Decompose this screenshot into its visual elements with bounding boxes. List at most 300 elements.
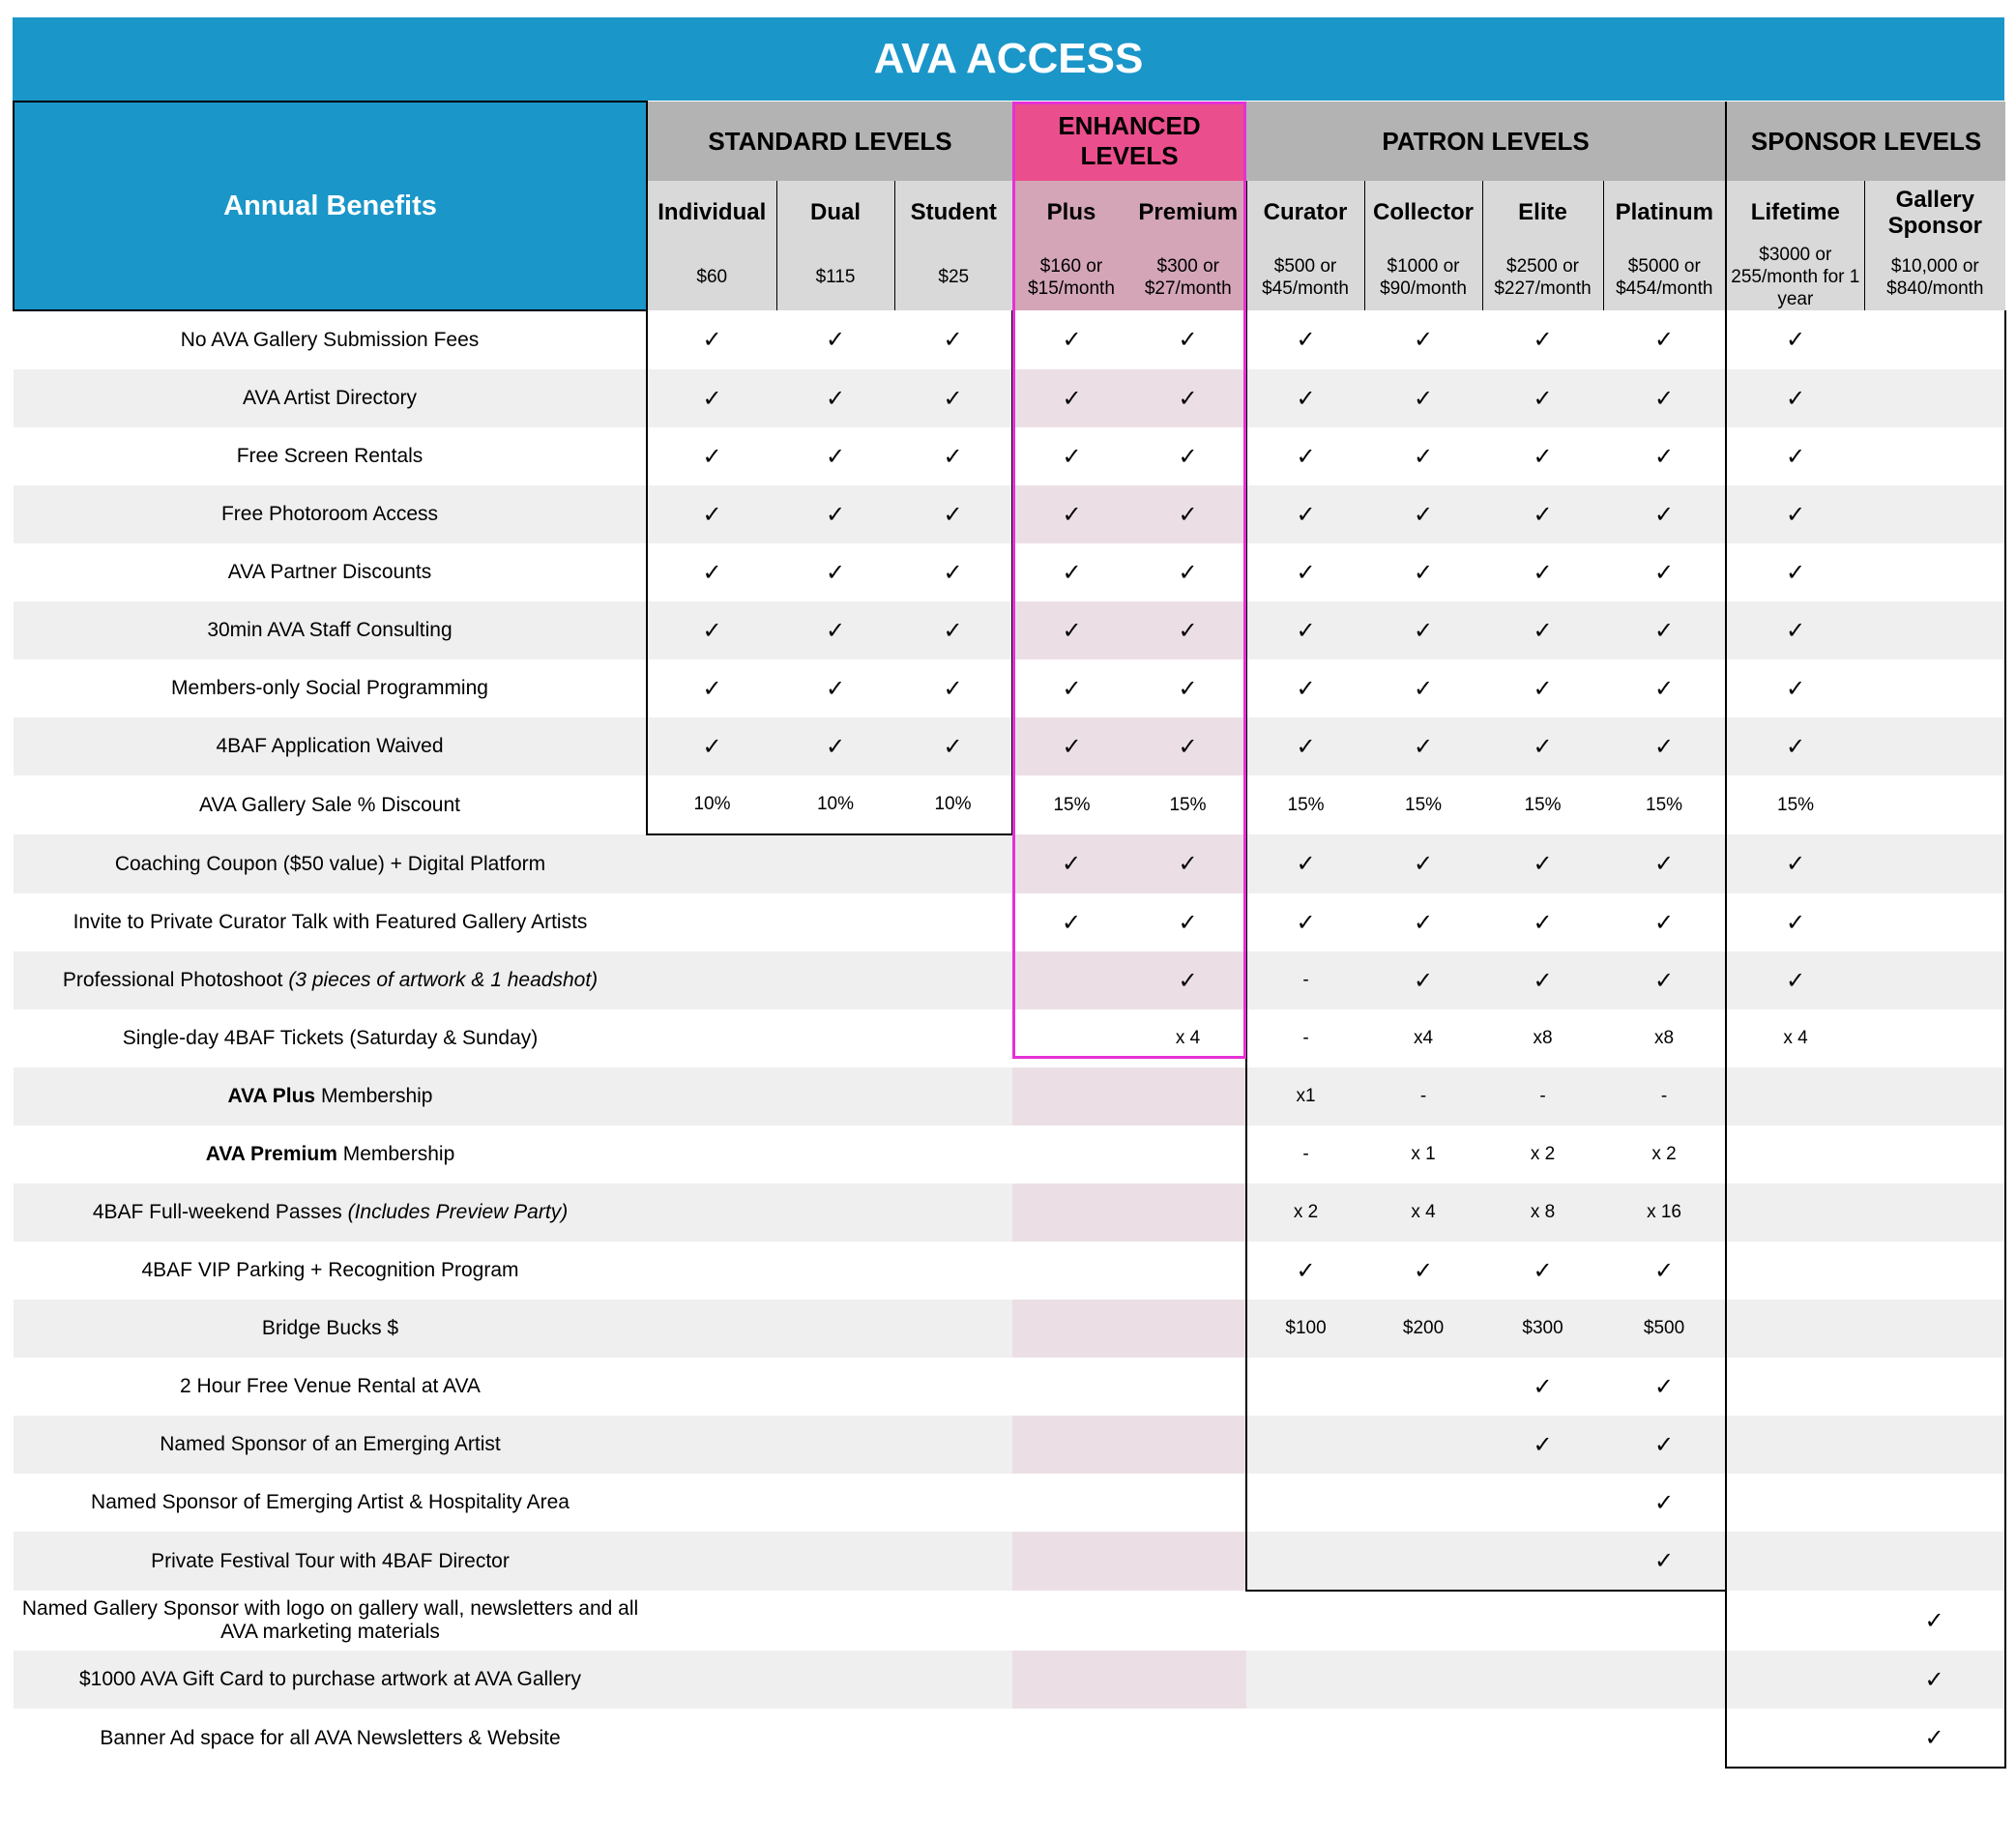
benefit-value: x 2 (1530, 1144, 1556, 1164)
annual-benefits-header: Annual Benefits (14, 102, 647, 310)
benefit-label-text: 4BAF Application Waived (216, 735, 444, 757)
benefit-value (1364, 1651, 1482, 1709)
benefit-value (647, 1358, 776, 1416)
benefit-value (776, 1184, 894, 1242)
check-icon: ✓ (894, 427, 1012, 485)
check-icon: ✓ (1364, 717, 1482, 775)
membership-sheet (13, 17, 2004, 1769)
benefit-value (1012, 1416, 1130, 1474)
benefit-value (1364, 1416, 1482, 1474)
benefit-value (776, 1416, 894, 1474)
benefit-value: 10% (776, 775, 894, 834)
benefit-value (1012, 1358, 1130, 1416)
benefit-value (1864, 1532, 2005, 1591)
benefit-value (776, 1709, 894, 1768)
check-icon: ✓ (825, 559, 846, 586)
benefit-label-bold: AVA Plus (227, 1085, 316, 1107)
benefit-value: x 4 (1726, 1009, 1864, 1067)
sponsor-levels-header: SPONSOR LEVELS (1726, 102, 2005, 181)
benefit-value (647, 1474, 776, 1532)
benefit-row (14, 1184, 2005, 1242)
check-icon: ✓ (1178, 559, 1198, 586)
benefit-label-text: No AVA Gallery Submission Fees (180, 329, 480, 351)
check-icon: ✓ (647, 369, 776, 427)
benefit-value (1130, 1242, 1246, 1300)
check-icon: ✓ (894, 485, 1012, 543)
benefit-value (894, 1067, 1012, 1126)
benefit-label-text: Private Festival Tour with 4BAF Director (151, 1549, 510, 1572)
level-name: Curator (1246, 181, 1364, 244)
check-icon: ✓ (1178, 443, 1198, 470)
benefit-value (647, 951, 776, 1009)
check-icon: ✓ (1246, 659, 1364, 717)
benefit-value (1482, 1709, 1603, 1768)
benefit-value: 10% (647, 775, 776, 834)
check-icon: ✓ (1726, 427, 1864, 485)
benefit-label-text: Free Photoroom Access (220, 503, 439, 525)
level-price: $2500 or $227/month (1482, 244, 1603, 310)
benefit-row (14, 1532, 2005, 1591)
check-icon: ✓ (647, 659, 776, 717)
benefit-label-text: $1000 AVA Gift Card to purchase artwork at AVA Gallery (78, 1668, 582, 1690)
benefit-value (1246, 1591, 1364, 1651)
benefit-row (14, 1474, 2005, 1532)
check-icon: ✓ (1726, 717, 1864, 775)
benefit-value (1864, 1126, 2005, 1184)
benefit-value (1864, 717, 2005, 775)
check-icon: ✓ (1726, 369, 1864, 427)
benefit-value (647, 1126, 776, 1184)
check-icon: ✓ (1726, 543, 1864, 601)
benefit-value (776, 1532, 894, 1591)
benefit-label (14, 1416, 647, 1474)
benefit-value (1364, 1474, 1482, 1532)
benefit-label (14, 775, 647, 834)
benefit-value (776, 1067, 894, 1126)
benefit-value (1012, 951, 1130, 1009)
benefit-label (14, 1009, 647, 1067)
benefit-row (14, 485, 2005, 543)
benefit-label (14, 1300, 647, 1358)
benefit-value: 15% (1169, 794, 1207, 815)
benefit-value (894, 1709, 1012, 1768)
benefit-value: $300 (1482, 1300, 1603, 1358)
benefit-value (647, 1591, 776, 1651)
benefit-value (647, 1709, 776, 1768)
benefit-label-text: Professional Photoshoot (62, 969, 289, 991)
check-icon: ✓ (1012, 717, 1130, 775)
benefit-row (14, 775, 2005, 834)
benefit-value (1364, 1709, 1482, 1768)
check-icon: ✓ (1130, 601, 1246, 659)
check-icon: ✓ (647, 543, 776, 601)
benefit-value: 15% (1726, 775, 1864, 834)
benefit-value: $100 (1246, 1300, 1364, 1358)
level-name: Plus (1012, 181, 1130, 244)
check-icon: ✓ (1246, 310, 1364, 369)
page-title: AVA ACCESS (13, 17, 2004, 101)
level-name: Student (894, 181, 1012, 244)
benefit-label (14, 369, 647, 427)
check-icon: ✓ (1864, 1591, 2005, 1651)
benefit-value (1012, 1532, 1130, 1591)
check-icon: ✓ (825, 675, 846, 702)
benefit-label (14, 1651, 647, 1709)
benefit-label (14, 485, 647, 543)
benefit-value: x 8 (1482, 1184, 1603, 1242)
check-icon: ✓ (1413, 1257, 1434, 1284)
benefit-value: x8 (1533, 1028, 1553, 1048)
benefit-value (1726, 1591, 1864, 1651)
benefit-value (776, 1126, 894, 1184)
check-icon: ✓ (1364, 601, 1482, 659)
benefit-label (14, 310, 647, 369)
benefit-value (776, 1009, 894, 1067)
benefit-value (1246, 1709, 1364, 1768)
benefit-value (1246, 1532, 1364, 1591)
benefit-label (14, 659, 647, 717)
benefit-row (14, 1651, 2005, 1709)
benefit-value (894, 1300, 1012, 1358)
benefit-label-text: AVA Partner Discounts (227, 561, 432, 583)
benefit-value (894, 1184, 1012, 1242)
check-icon: ✓ (1364, 834, 1482, 893)
check-icon: ✓ (1603, 893, 1726, 951)
benefit-row (14, 951, 2005, 1009)
check-icon: ✓ (1726, 310, 1864, 369)
check-icon: ✓ (1130, 485, 1246, 543)
benefit-value (1864, 834, 2005, 893)
benefit-value: x1 (1246, 1067, 1364, 1126)
benefit-value (1726, 1242, 1864, 1300)
level-name: Collector (1364, 181, 1482, 244)
check-icon: ✓ (894, 310, 1012, 369)
check-icon: ✓ (776, 601, 894, 659)
benefit-value: x 2 (1603, 1126, 1726, 1184)
benefit-value (894, 1009, 1012, 1067)
check-icon: ✓ (1482, 601, 1603, 659)
benefit-value (1726, 1126, 1864, 1184)
check-icon: ✓ (1413, 443, 1434, 470)
check-icon: ✓ (1246, 369, 1364, 427)
benefit-row (14, 601, 2005, 659)
check-icon: ✓ (776, 717, 894, 775)
benefit-label (14, 717, 647, 775)
benefit-value: - (1364, 1067, 1482, 1126)
level-price: $115 (776, 244, 894, 310)
level-name: Individual (647, 181, 776, 244)
level-price: $10,000 or $840/month (1864, 244, 2005, 310)
benefits-table (13, 101, 2006, 1769)
benefit-value (894, 834, 1012, 893)
benefit-label-note: (3 pieces of artwork & 1 headshot) (288, 969, 599, 991)
benefit-value (1364, 1532, 1482, 1591)
check-icon: ✓ (1012, 485, 1130, 543)
benefit-value (647, 1184, 776, 1242)
benefit-value (894, 893, 1012, 951)
benefit-value (1012, 1126, 1130, 1184)
check-icon: ✓ (1726, 659, 1864, 717)
check-icon: ✓ (1061, 909, 1082, 936)
check-icon: ✓ (1364, 485, 1482, 543)
check-icon: ✓ (1246, 485, 1364, 543)
benefit-value: - (1246, 1009, 1364, 1067)
level-price: $160 or $15/month (1012, 244, 1130, 310)
benefit-value (647, 1300, 776, 1358)
benefit-value (776, 1591, 894, 1651)
benefit-value: 15% (1053, 794, 1091, 815)
benefits-grid (13, 101, 2004, 1769)
benefit-value: 15% (1603, 775, 1726, 834)
benefit-label (14, 601, 647, 659)
benefit-value (1246, 1651, 1364, 1709)
benefit-label (14, 1184, 647, 1242)
benefit-value (1482, 1651, 1603, 1709)
benefit-value (1864, 775, 2005, 834)
benefit-row (14, 427, 2005, 485)
benefit-value (1012, 1474, 1130, 1532)
check-icon: ✓ (647, 427, 776, 485)
check-icon: ✓ (1130, 951, 1246, 1009)
benefit-value (1482, 1591, 1603, 1651)
benefit-label-text: AVA Artist Directory (242, 387, 418, 409)
benefit-value (1130, 1709, 1246, 1768)
benefit-value (1130, 1591, 1246, 1651)
benefit-value (1864, 1067, 2005, 1126)
benefit-value (647, 1532, 776, 1591)
benefit-value: x 16 (1603, 1184, 1726, 1242)
benefit-label (14, 834, 647, 893)
check-icon: ✓ (1726, 893, 1864, 951)
benefit-row (14, 1591, 2005, 1651)
benefit-label-text: AVA Gallery Sale % Discount (198, 793, 460, 816)
check-icon: ✓ (894, 543, 1012, 601)
benefit-value (1864, 543, 2005, 601)
check-icon: ✓ (1533, 909, 1553, 936)
benefit-label (14, 1067, 647, 1126)
benefit-value (776, 1474, 894, 1532)
check-icon: ✓ (1178, 909, 1198, 936)
check-icon: ✓ (1726, 834, 1864, 893)
benefit-value (1726, 1709, 1864, 1768)
benefit-value (647, 1242, 776, 1300)
benefit-value (1864, 1416, 2005, 1474)
benefit-value (1603, 1591, 1726, 1651)
check-icon: ✓ (1246, 717, 1364, 775)
check-icon: ✓ (1864, 1651, 2005, 1709)
benefit-value (894, 1242, 1012, 1300)
level-price: $3000 or 255/month for 1 year (1726, 244, 1864, 310)
benefit-value (894, 1591, 1012, 1651)
check-icon: ✓ (1482, 369, 1603, 427)
benefit-label-text: Named Gallery Sponsor with logo on gallery wall, newsletters and all AVA marketing materials (21, 1597, 639, 1643)
level-name: Elite (1482, 181, 1603, 244)
benefit-value (1012, 1242, 1130, 1300)
benefit-value: $200 (1364, 1300, 1482, 1358)
benefit-value (894, 1532, 1012, 1591)
check-icon: ✓ (1012, 601, 1130, 659)
benefit-value (1482, 1474, 1603, 1532)
benefit-label (14, 1709, 647, 1768)
benefit-value (1130, 1126, 1246, 1184)
benefit-value (1130, 1067, 1246, 1126)
benefit-label (14, 1126, 647, 1184)
check-icon: ✓ (1130, 717, 1246, 775)
benefit-row (14, 893, 2005, 951)
benefit-label-text: 4BAF Full-weekend Passes (92, 1201, 348, 1223)
benefit-label-text: Coaching Coupon ($50 value) + Digital Platform (114, 852, 546, 875)
benefit-label-text: Named Sponsor of Emerging Artist & Hospitality Area (91, 1491, 570, 1513)
benefit-value: 15% (1524, 794, 1562, 815)
benefit-value (1726, 1474, 1864, 1532)
benefit-value: - (1603, 1067, 1726, 1126)
check-icon: ✓ (1533, 1373, 1553, 1400)
benefit-row (14, 1067, 2005, 1126)
check-icon: ✓ (1246, 893, 1364, 951)
benefit-value (894, 1358, 1012, 1416)
benefit-value (1726, 1067, 1864, 1126)
benefit-label-text: Banner Ad space for all AVA Newsletters & Website (100, 1726, 561, 1749)
benefit-label-text: 2 Hour Free Venue Rental at AVA (180, 1375, 481, 1397)
benefit-value (1864, 1358, 2005, 1416)
check-icon: ✓ (1246, 427, 1364, 485)
benefit-label-text: Bridge Bucks $ (261, 1317, 399, 1339)
benefit-value (647, 1067, 776, 1126)
benefit-value (1864, 1184, 2005, 1242)
check-icon: ✓ (1603, 1416, 1726, 1474)
check-icon: ✓ (1726, 485, 1864, 543)
check-icon: ✓ (1482, 951, 1603, 1009)
benefit-value (1364, 1591, 1482, 1651)
check-icon: ✓ (1130, 834, 1246, 893)
check-icon: ✓ (1413, 675, 1434, 702)
benefit-value (1012, 1184, 1130, 1242)
benefit-value (647, 893, 776, 951)
benefit-value (1603, 1651, 1726, 1709)
check-icon: ✓ (1603, 1358, 1726, 1416)
level-price: $500 or $45/month (1246, 244, 1364, 310)
benefit-value (776, 1242, 894, 1300)
level-price: $60 (647, 244, 776, 310)
check-icon: ✓ (1012, 369, 1130, 427)
check-icon: ✓ (776, 485, 894, 543)
check-icon: ✓ (1178, 675, 1198, 702)
benefit-value: - (1246, 951, 1364, 1009)
benefit-value (1364, 1358, 1482, 1416)
check-icon: ✓ (1246, 543, 1364, 601)
benefit-row (14, 717, 2005, 775)
benefit-label (14, 1242, 647, 1300)
benefit-value (647, 1651, 776, 1709)
benefit-value: 15% (1405, 794, 1443, 815)
benefit-value (1012, 1300, 1130, 1358)
patron-levels-header: PATRON LEVELS (1246, 102, 1726, 181)
level-name: Premium (1130, 181, 1246, 244)
check-icon: ✓ (1413, 327, 1434, 353)
benefit-label-text: Named Sponsor of an Emerging Artist (160, 1433, 501, 1455)
level-price: $1000 or $90/month (1364, 244, 1482, 310)
benefit-row (14, 834, 2005, 893)
benefit-value (1726, 1184, 1864, 1242)
check-icon: ✓ (894, 717, 1012, 775)
check-icon: ✓ (647, 601, 776, 659)
check-icon: ✓ (1482, 717, 1603, 775)
benefit-value (776, 1651, 894, 1709)
check-icon: ✓ (1482, 834, 1603, 893)
benefit-label (14, 951, 647, 1009)
benefit-value (1603, 1709, 1726, 1768)
benefit-value (1246, 1416, 1364, 1474)
benefit-row (14, 1358, 2005, 1416)
benefit-value (1864, 369, 2005, 427)
benefit-value (1864, 485, 2005, 543)
benefit-value: - (1482, 1067, 1603, 1126)
benefit-value (1864, 659, 2005, 717)
check-icon: ✓ (1413, 909, 1434, 936)
benefit-value (1130, 1416, 1246, 1474)
benefit-value (1864, 1242, 2005, 1300)
check-icon: ✓ (1603, 427, 1726, 485)
benefit-value (1726, 1300, 1864, 1358)
check-icon: ✓ (894, 601, 1012, 659)
check-icon: ✓ (1062, 675, 1082, 702)
benefit-value (776, 1358, 894, 1416)
benefit-label (14, 427, 647, 485)
benefit-value (1864, 1009, 2005, 1067)
check-icon: ✓ (1062, 443, 1082, 470)
benefit-value: x 1 (1411, 1144, 1436, 1164)
benefit-row (14, 1242, 2005, 1300)
check-icon: ✓ (1062, 559, 1082, 586)
benefit-label-text: Members-only Social Programming (171, 677, 488, 699)
benefit-value (1482, 1532, 1603, 1591)
check-icon: ✓ (1533, 443, 1553, 470)
check-icon: ✓ (1726, 951, 1864, 1009)
benefit-row (14, 310, 2005, 369)
benefit-row (14, 543, 2005, 601)
check-icon: ✓ (1603, 369, 1726, 427)
check-icon: ✓ (1603, 717, 1726, 775)
check-icon: ✓ (1533, 559, 1553, 586)
benefit-value: - (1246, 1126, 1364, 1184)
benefit-value (1012, 1009, 1130, 1067)
benefit-value (1130, 1651, 1246, 1709)
benefit-label (14, 1358, 647, 1416)
benefit-row (14, 1300, 2005, 1358)
check-icon: ✓ (1246, 601, 1364, 659)
benefit-label (14, 543, 647, 601)
benefit-value (1864, 427, 2005, 485)
check-icon: ✓ (1178, 327, 1198, 353)
benefit-row (14, 1709, 2005, 1768)
level-name: Lifetime (1726, 181, 1864, 244)
benefit-value (1012, 1591, 1130, 1651)
benefit-value (894, 1416, 1012, 1474)
benefit-value: x8 (1603, 1009, 1726, 1067)
check-icon: ✓ (1603, 1474, 1726, 1532)
check-icon: ✓ (1246, 1242, 1364, 1300)
check-icon: ✓ (1726, 601, 1864, 659)
check-icon: ✓ (1533, 1257, 1553, 1284)
benefit-value (647, 1009, 776, 1067)
benefit-value (647, 834, 776, 893)
benefit-value (1864, 310, 2005, 369)
benefit-value: x 2 (1246, 1184, 1364, 1242)
benefit-value: 10% (894, 775, 1012, 834)
check-icon: ✓ (1413, 559, 1434, 586)
benefit-value (1130, 1474, 1246, 1532)
benefit-value (1012, 1709, 1130, 1768)
